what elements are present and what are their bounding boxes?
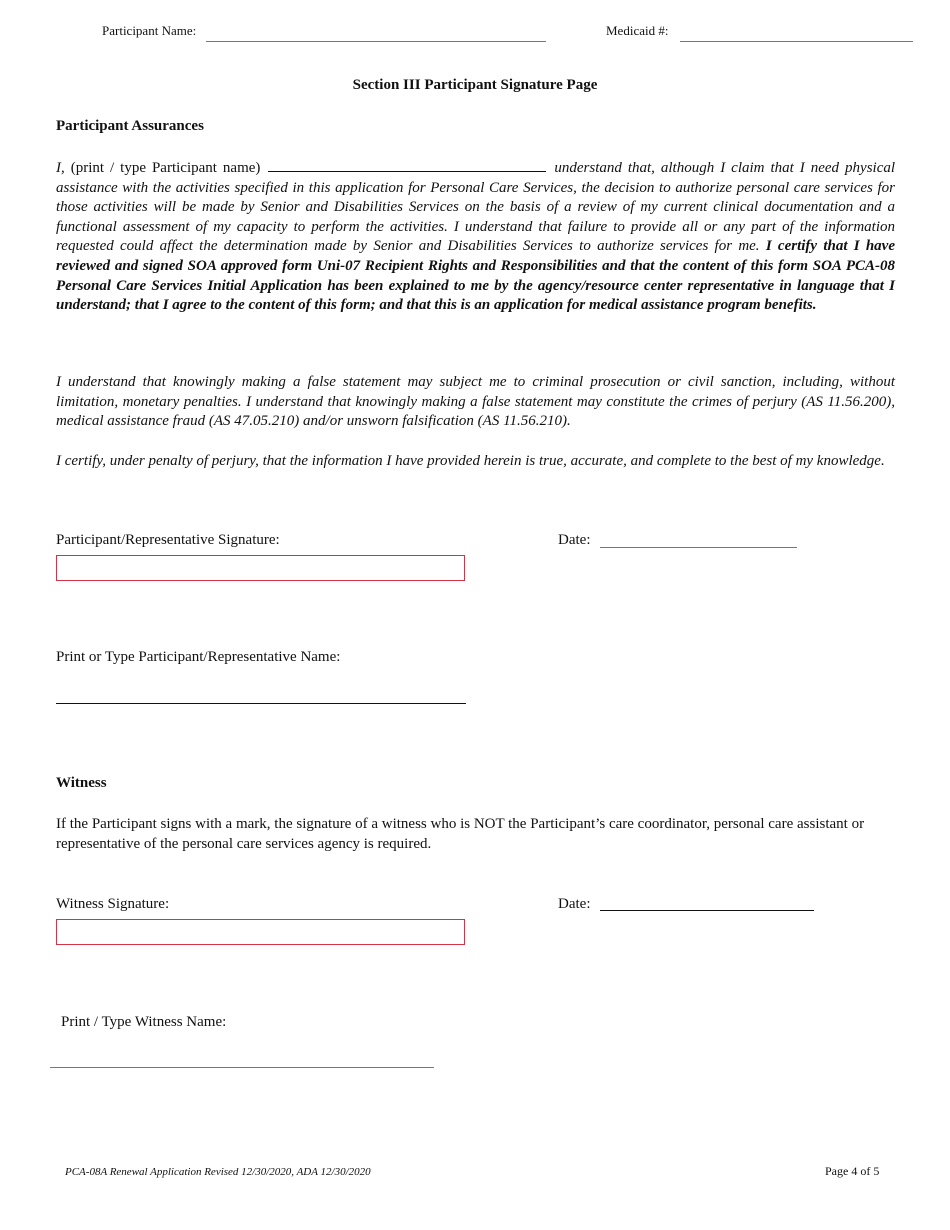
participant-date-field[interactable]: [600, 547, 797, 548]
page-title: Section III Participant Signature Page: [352, 77, 598, 93]
medicaid-header-label: Medicaid #:: [606, 23, 669, 38]
participant-print-name-label: Print or Type Participant/Representative Name:: [56, 649, 341, 665]
page-number: Page 4 of 5: [825, 1164, 880, 1178]
assurances-heading: Participant Assurances: [56, 118, 204, 134]
participant-name-header-field[interactable]: [206, 41, 546, 42]
assurances-paragraph-1: [56, 157, 895, 316]
witness-date-field[interactable]: [600, 910, 814, 911]
witness-print-name-label: Print / Type Witness Name:: [61, 1014, 227, 1030]
witness-print-name-field[interactable]: [50, 1067, 434, 1068]
witness-heading: Witness: [56, 775, 107, 791]
participant-signature-label: Participant/Representative Signature:: [56, 532, 280, 548]
witness-signature-box[interactable]: [56, 919, 465, 945]
p1-italic-text: understand that, although I claim that I need physical assistance with the activities specified in this application for Personal Care Services, the decision to authorize personal care services for those activities will be made by Senior and Disabilities Services on the basis of a review of my current clinical documentation and a functional assessment of my capacity to perform the activities. I understand that failure to provide all or any part of the information requested could affect the determination made by Senior and Disabilities Services to authorize services for me.: [56, 160, 896, 255]
assurances-paragraph-3: I certify, under penalty of perjury, that the information I have provided herein is true, accurate, and complete to the best of my knowledge.: [56, 453, 885, 469]
medicaid-header-field[interactable]: [680, 41, 913, 42]
assurances-paragraph-2: I understand that knowingly making a false statement may subject me to criminal prosecution or civil sanction, including, without limitation, monetary penalties. I understand that knowingly making a false statement may constitute the crimes of perjury (AS 11.56.200), medical assistance fraud (AS 47.05.210) and/or unsworn falsification (AS 11.56.210).: [56, 374, 895, 430]
participant-name-inline-field[interactable]: [268, 157, 546, 172]
witness-signature-label: Witness Signature:: [56, 896, 170, 912]
witness-date-label: Date:: [558, 896, 591, 912]
witness-instructions: If the Participant signs with a mark, the signature of a witness who is NOT the Participant’s care coordinator, personal care assistant or representative of the personal care services agency is required.: [56, 816, 865, 852]
participant-name-header-label: Participant Name:: [102, 23, 197, 38]
participant-signature-box[interactable]: [56, 555, 465, 581]
p1-print-label: (print / type Participant name): [64, 160, 261, 176]
footer-form-text: PCA-08A Renewal Application Revised 12/30/2020, ADA 12/30/2020: [65, 1166, 371, 1178]
p1-bold-text: I certify that I have reviewed and signed SOA approved form Uni-07 Recipient Rights and Responsibilities and that the content of this form SOA PCA-08 Personal Care Services Initial Application has been explained to me by the agency/resource center representative in language that I understand; that I agree to the content of this form; and that this is an application for medical assistance program benefits.: [56, 238, 896, 314]
participant-date-label: Date:: [558, 532, 591, 548]
p1-start: I,: [56, 160, 65, 176]
participant-print-name-field[interactable]: [56, 703, 466, 704]
